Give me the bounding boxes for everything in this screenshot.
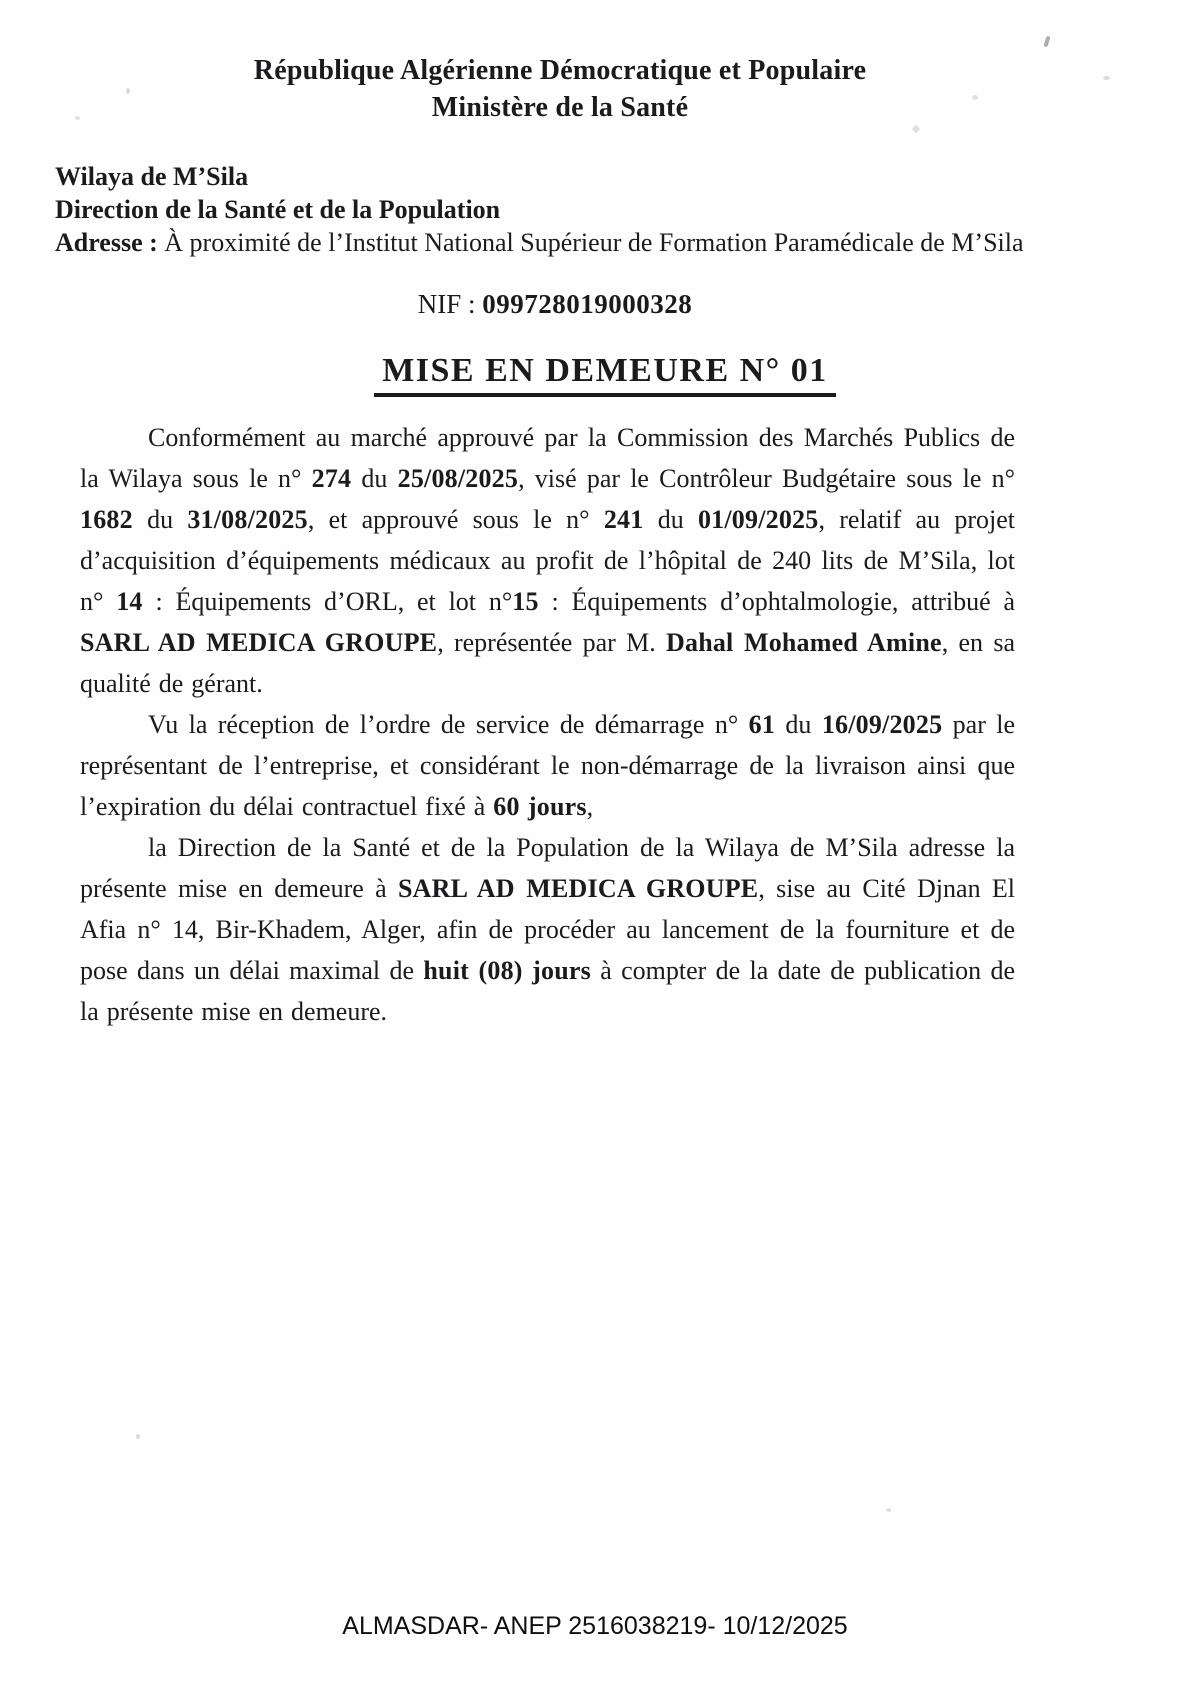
publication-footer: [0, 1612, 1190, 1641]
address-label: Adresse :: [55, 228, 165, 257]
footer-text: ALMASDAR- ANEP 2516038219- 10/12/2025: [342, 1612, 848, 1640]
scan-speck: [1103, 76, 1110, 80]
scan-speck: [126, 88, 130, 94]
wilaya-line: Wilaya de M’Sila: [55, 162, 249, 191]
republic-title: République Algérienne Démocratique et Populaire: [253, 55, 867, 86]
paragraph-3: la Direction de la Santé et de la Population de la Wilaya de M’Sila adresse la présente mise en demeure à SARL AD MEDICA GROUPE, sise au Cité Djnan El Afia n° 14, Bir-Khadem, Alger, afin de procéder au lancement de la fourniture et de pose dans un délai maximal de huit (08) jours à compter de la date de publication de la présente mise en demeure.: [80, 833, 1016, 1026]
direction-line: Direction de la Santé et de la Population: [55, 195, 501, 224]
scan-speck: [886, 1508, 891, 1512]
document-title-text: MISE EN DEMEURE N° 01: [374, 352, 836, 397]
paragraph-1: Conformément au marché approuvé par la Commission des Marchés Publics de la Wilaya sous le n° 274 du 25/08/2025, visé par le Contrôleur Budgétaire sous le n° 1682 du 31/08/2025, et approuvé sous le n° 241 du 01/09/2025, relatif au projet d’acquisition d’équipements médicaux au profit de l’hôpital de 240 lits de M’Sila, lot n° 14 : Équipements d’ORL, et lot n°15 : Équipements d’ophtalmologie, attribué à SARL AD MEDICA GROUPE, représentée par M. Dahal Mohamed Amine, en sa qualité de gérant.: [80, 423, 1015, 698]
ministry-title: Ministère de la Santé: [431, 92, 689, 123]
scan-speck: [972, 95, 978, 100]
address-value: À proximité de l’Institut National Supérieur de Formation Paramédicale de M’Sila: [164, 228, 1024, 257]
nif-label: NIF :: [417, 289, 483, 319]
nif-value: 099728019000328: [482, 289, 693, 319]
document-title: [0, 352, 1190, 397]
address-line: [55, 226, 1190, 259]
paragraph-2: Vu la réception de l’ordre de service de démarrage n° 61 du 16/09/2025 par le représentant de l’entreprise, et considérant le non-démarrage de la livraison ainsi que l’expiration du délai contractuel fixé à 60 jours,: [80, 710, 1016, 821]
scan-speck: [136, 1434, 140, 1439]
document-body: [80, 417, 1015, 1032]
scan-speck: [75, 116, 80, 120]
nif-line: [0, 289, 1110, 320]
document-header: [0, 0, 1120, 126]
sender-block: [55, 160, 1190, 259]
scan-speck: [912, 125, 920, 133]
